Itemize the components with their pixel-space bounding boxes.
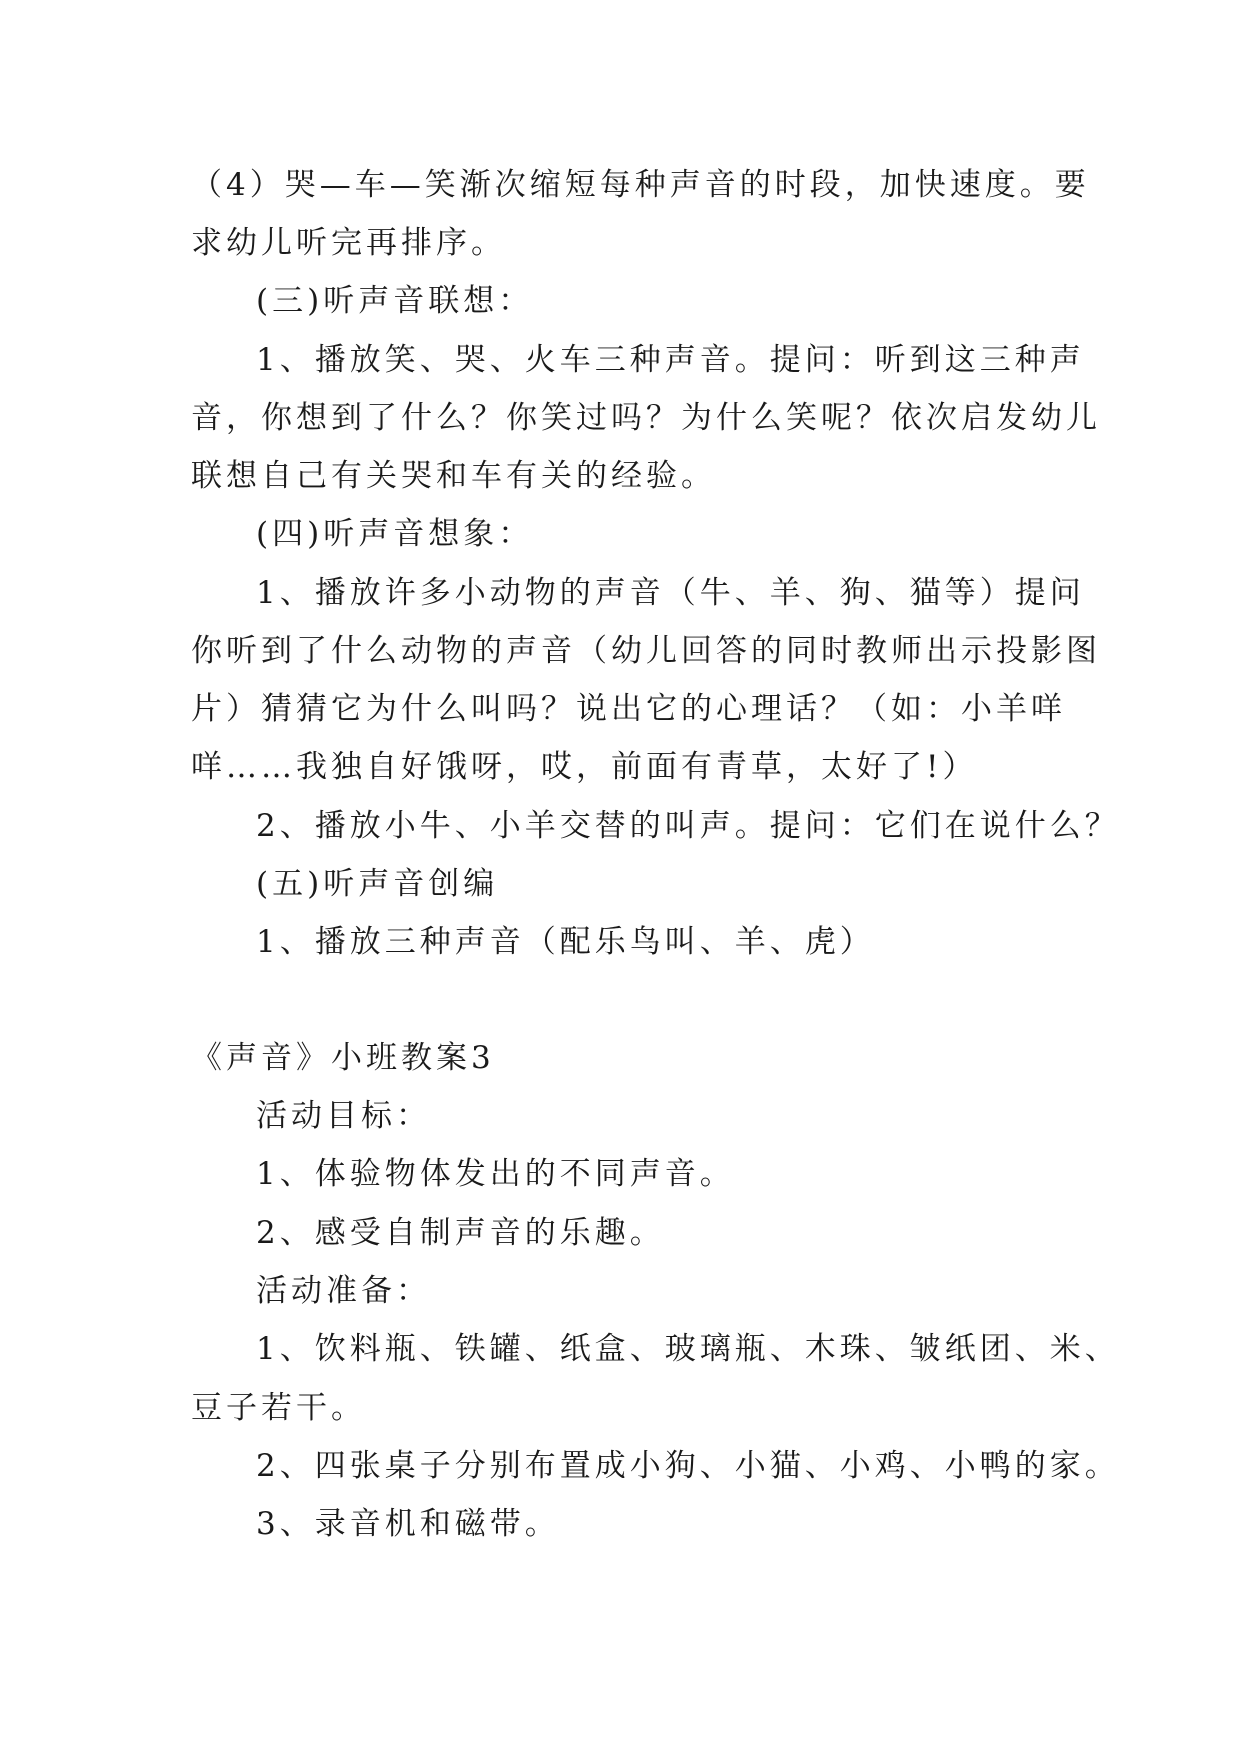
- paragraph-line: 片）猜猜它为什么叫吗？说出它的心理话？（如：小羊咩: [191, 691, 1066, 727]
- section-heading: 活动准备：: [256, 1273, 431, 1309]
- paragraph-line: 你听到了什么动物的声音（幼儿回答的同时教师出示投影图: [191, 633, 1101, 669]
- paragraph-line: 1、体验物体发出的不同声音。: [256, 1156, 735, 1192]
- paragraph-line: 1、播放三种声音（配乐鸟叫、羊、虎）: [256, 924, 875, 960]
- paragraph-line: 求幼儿听完再排序。: [191, 225, 506, 261]
- section-heading: 活动目标：: [256, 1098, 431, 1134]
- section-heading: (三)听声音联想：: [256, 283, 534, 319]
- section-heading: (五)听声音创编: [256, 866, 499, 902]
- paragraph-line: 豆子若干。: [191, 1390, 366, 1426]
- paragraph-line: 2、感受自制声音的乐趣。: [256, 1215, 665, 1251]
- paragraph-line: 咩……我独自好饿呀，哎，前面有青草，太好了!）: [191, 749, 978, 785]
- paragraph-line: 音，你想到了什么？你笑过吗？为什么笑呢？依次启发幼儿: [191, 400, 1101, 436]
- paragraph-line: 3、录音机和磁带。: [256, 1506, 560, 1542]
- paragraph-line: （4）哭—车—笑渐次缩短每种声音的时段，加快速度。要: [191, 167, 1090, 203]
- paragraph-line: 1、饮料瓶、铁罐、纸盒、玻璃瓶、木珠、皱纸团、米、: [256, 1331, 1120, 1367]
- paragraph-line: 2、四张桌子分别布置成小狗、小猫、小鸡、小鸭的家。: [256, 1448, 1120, 1484]
- section-heading: (四)听声音想象：: [256, 516, 534, 552]
- paragraph-line: 1、播放许多小动物的声音（牛、羊、狗、猫等）提问: [256, 575, 1085, 611]
- paragraph-line: 1、播放笑、哭、火车三种声音。提问：听到这三种声: [256, 342, 1085, 378]
- paragraph-line: 联想自己有关哭和车有关的经验。: [191, 458, 716, 494]
- paragraph-line: 2、播放小牛、小羊交替的叫声。提问：它们在说什么？: [256, 808, 1120, 844]
- document-title: 《声音》小班教案3: [191, 1040, 495, 1076]
